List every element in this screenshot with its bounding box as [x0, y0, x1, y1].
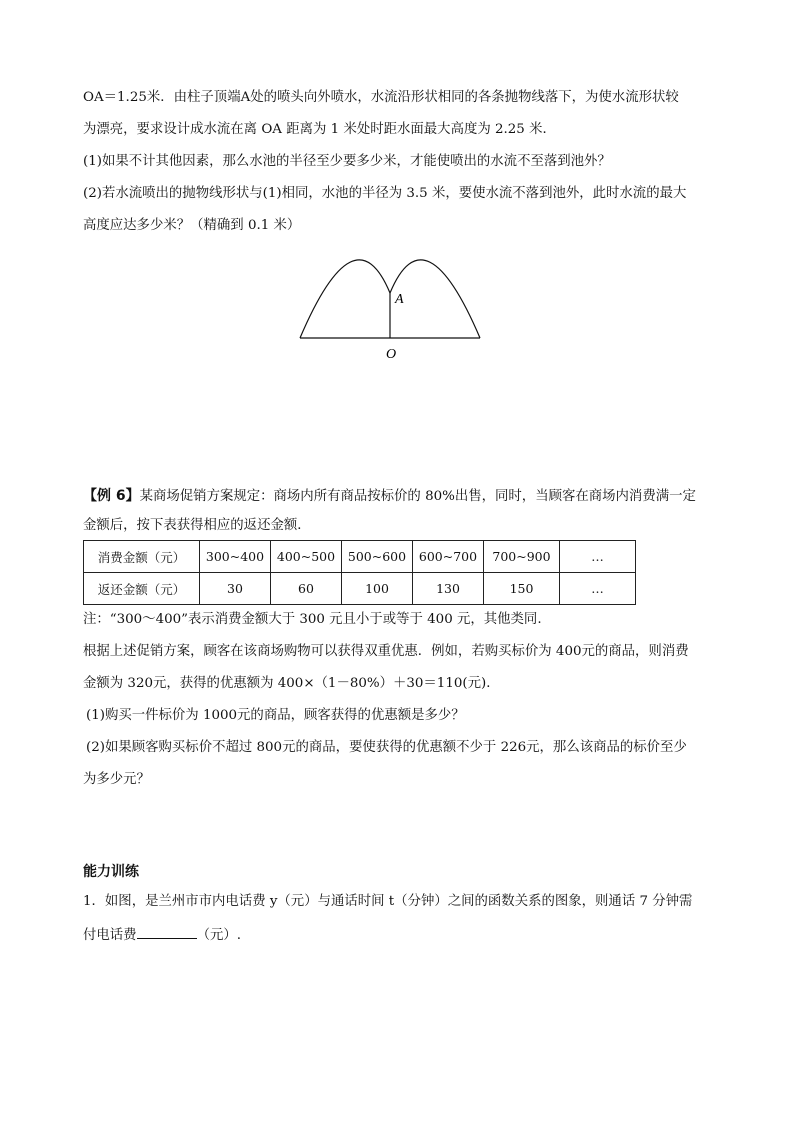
table-cell: 700~900 [484, 541, 560, 573]
example6-explain-line1: 根据上述促销方案，顾客在该商场购物可以获得双重优惠．例如，若购买标价为 400元的商品，则消费 [83, 644, 689, 659]
table-cell: 500~600 [342, 541, 413, 573]
table-cell: 150 [484, 573, 560, 605]
training-item1-suffix: （元）. [196, 928, 241, 943]
table-row [84, 573, 636, 605]
example6-question2-line1: (2)如果顾客购买标价不超过 800元的商品，要使获得的优惠额不少于 226元，那么该商品的标价至少 [86, 740, 687, 755]
training-heading: 能力训练 [83, 864, 139, 880]
problem5-line2: 为漂亮，要求设计成水流在离 OA 距离为 1 米处时距水面最大高度为 2.25 米． [83, 122, 556, 137]
example6-tag: 【例 6】 [83, 488, 140, 504]
example6-line2: 金额后，按下表获得相应的返还金额． [83, 518, 311, 533]
table-row-header: 消费金额（元） [84, 541, 200, 573]
left-parabola-curve [300, 260, 390, 338]
example6-question2-line2: 为多少元？ [83, 772, 150, 787]
table-cell: 60 [271, 573, 342, 605]
table-row [84, 541, 636, 573]
fountain-figure [295, 252, 495, 364]
point-A-label: A [395, 292, 404, 307]
training-item1-line2 [83, 924, 241, 946]
problem5-question1: (1)如果不计其他因素，那么水池的半径至少要多少米，才能使喷出的水流不至落到池外？ [83, 154, 611, 169]
example6-line1-text: 某商场促销方案规定：商场内所有商品按标价的 80%出售，同时，当顾客在商场内消费满一定 [139, 489, 696, 504]
training-item1-line1: 1．如图，是兰州市市内电话费 y（元）与通话时间 t（分钟）之间的函数关系的图象，则通话 7 分钟需 [83, 894, 693, 909]
example6-question1: (1)购买一件标价为 1000元的商品，顾客获得的优惠额是多少？ [86, 708, 465, 723]
example6-explain-line2: 金额为 320元，获得的优惠额为 400×（1－80%）＋30＝110(元)． [83, 676, 500, 691]
problem5-question2-line1: (2)若水流喷出的抛物线形状与(1)相同，水池的半径为 3.5 米，要使水流不落到池外，此时水流的最大 [83, 186, 687, 201]
example6-line1 [83, 486, 696, 507]
table-cell: 100 [342, 573, 413, 605]
table-cell: 30 [200, 573, 271, 605]
table-cell: … [560, 573, 636, 605]
training-item1-prefix: 付电话费 [83, 928, 137, 943]
rebate-table [83, 540, 636, 605]
point-O-label: O [386, 347, 397, 362]
table-cell: 600~700 [413, 541, 484, 573]
answer-blank [137, 924, 197, 939]
table-cell: 130 [413, 573, 484, 605]
table-cell: 300~400 [200, 541, 271, 573]
example6-note: 注：“300～400”表示消费金额大于 300 元且小于或等于 400 元，其他类同. [83, 612, 542, 627]
table-cell: … [560, 541, 636, 573]
problem5-line1: OA＝1.25米．由柱子顶端A处的喷头向外喷水，水流沿形状相同的各条抛物线落下，为使水流形状较 [83, 90, 679, 105]
problem5-question2-line2: 高度应达多少米？（精确到 0.1 米） [83, 218, 301, 233]
table-cell: 400~500 [271, 541, 342, 573]
table-row-header: 返还金额（元） [84, 573, 200, 605]
